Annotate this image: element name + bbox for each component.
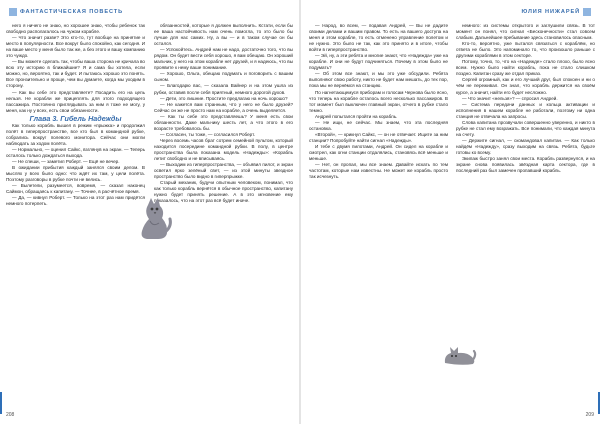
paragraph: — Благодарю вас, — сказала Вайнер и на этом ушла из рубки, оставив после себя приятный, немного дорогой духов. (154, 83, 293, 95)
paragraph: — Что значит разве? Это кто-то, тут вообще на принятие и место в популярности. Все вокруг было спокойно, как сегодня. И на ваше место у меня было так же, а без этого и вашу компанию это чуждо. (6, 35, 145, 59)
paragraph: немного: из системы открытого и заглушили связь. В тот момент он понял, что сигнал «Бесконечности» стал совсем слабым. Дальнейшее пребывание здесь становилось опасным. (456, 23, 595, 41)
paragraph: Экипаж быстро занял свои места. Корабль развернулся, и на экране снова появилась звёздная карта сектора, где в последний раз был замечен пропавший корабль. (456, 156, 595, 174)
paragraph: — Эй, ну, а эти ребята и многие знают, что «Надежда» уже на корабле. И они не будут подчиняться. Почему в этом было не подумать? (309, 53, 448, 71)
column-1-bottom-text (6, 123, 145, 208)
paragraph: — Народ, во всем, — подавая Андрей, — Вы не дадите своими делами и вашим правом. То есть на вашего доступа на меня и этом корабле, то есть отменено управление полетом и не нужно. Это было не так, как это принято и в итоге, чтобы войти в гиперпространство. (309, 23, 448, 53)
paragraph: — Да, — кивнул Роберт. — Только на этот раз нам придётся немного потерпеть. (6, 195, 145, 207)
paragraph: Как только корабль вышел в режим «прыжка» и продолжил полёт в гиперпространстве, все кто был в командной рубке, собрались вокруг полевого монитора. Сейчас они могли наблюдать за ходом полёта. (6, 122, 145, 146)
paragraph: — Не ищи, не сейчас. Мы знаем, что эта последняя остановка. (309, 119, 448, 131)
right-page-header (521, 5, 594, 18)
right-column-1 (309, 23, 448, 419)
paragraph: — Нет, он пропал, мы все знаем. Давайте искать по тем частотам, которые нам известны. Не может же корабль просто так исчезнуть. (309, 162, 448, 180)
column-1-top-text (6, 23, 145, 114)
paragraph: Через восемь часов брат сотрем семейной пультом, который находится посередине командной рубки. В полу, в центре пространства была показана модель «Надежды»: «Корабль летит свободно и не вписываясь. (154, 137, 293, 162)
paragraph: — Хорошо, Ольга, обещаю подумать и поговорить с вашим сыном. (154, 71, 293, 83)
paragraph: Кто-то, вероятно, уже пытался связаться с кораблём, но ответа не было. Это напоминало то, что произошло раньше с другими кораблями в этом секторе. (456, 41, 595, 59)
paragraph: И тебе с двумя пилотами, Андрей. Он сидел на корабле и смотрел, как огни станции отдалялись, становясь всё меньше и меньше. (309, 143, 448, 162)
lying-cat-illustration-icon (441, 343, 477, 367)
paragraph: — Вылетели, разумеется, вовремя, — сказал наконец Саймон, обращаясь к капитану. — Точнее, в расчётное время. (6, 183, 145, 195)
paragraph: — Не спеши, — заметил Роберт. — Ещё не вечер. (12, 158, 120, 164)
paragraph: По нагнетающемуся приборам и голосам Чернова было ясно, что теперь на корабле осталось всего несколько пассажиров. В тот момент был выключен главный экран, отчего в рубке стало темно. (309, 89, 448, 113)
paragraph: — Как ты себе это представляешь? У меня есть свои обязанности. Даже мальчику шесть лет, а что этого в его возрасте требовалось бы. (154, 113, 293, 131)
right-page-number: 209 (585, 412, 594, 418)
paragraph: — Не кажется вам странным, что у него не было друзей? Сейчас он же не просто нам на корабле, а очень выделяется. (154, 101, 293, 113)
paragraph: Слова капитана прозвучали совершенно уверенно, и никто в рубке не стал ему возражать. Все понимали, что каждая минута на счету. (456, 119, 595, 137)
paragraph: Сергей огромный, как и его лучший друг, был спокоен и ни о чём не переживал. Он знал, что корабль держится на своём курсе, а значит, найти его будет несложно. (456, 77, 595, 95)
paragraph: «Второй», — крикнул Сайкс, — он не отвечает. Ищите за ним станции? Попробуйте найти сигнал «Надежды». (309, 131, 448, 143)
paragraph: — Держите сигнал, — скомандовал капитан. — Как только найдём «Надежду», сразу выходим на связь. Ребята, будьте готовы ко всему. (456, 137, 595, 155)
paragraph: — Нормально, — оценил Сайкс, взглянув на экран. — Теперь осталось только дождаться выхода. (6, 146, 145, 158)
paragraph: — Успокойтесь. Андрей нам не надо, достаточно того, что вы рядом. Он будет вести себя хорошо, я вам обещаю. Он хороший мальчик, у него на этом корабле нет друзей, и я надеюсь, что вы проявите к нему ваше понимание. (154, 47, 293, 71)
paragraph: обязанностей, которые я должен выполнить. Кстати, если бы ее ваша настойчивость нам очень помогла, то это было бы лучше для нас самих. Ну, а вы — и в таком случае он бы остался. (154, 23, 293, 47)
header-square-icon (583, 8, 591, 16)
paragraph: него я ничего не знаю, но хорошее знаю, чтобы ребенок так свободно располагалось на чужом корабле. (6, 23, 145, 35)
left-header-title: ФАНТАСТИЧЕСКАЯ ПОВЕСТЬ (20, 8, 124, 15)
right-page (301, 0, 600, 424)
left-column-1 (6, 23, 145, 419)
paragraph: — Выходим из гиперпространства, — объявил пилот, и экран осветил ярко зелёный свет, — из этой минуты звездное пространство было видно в гиперпрыжке. (154, 162, 293, 180)
paragraph: — Согласен, ты тоже, — согласился Роберт. (160, 131, 255, 137)
sitting-cat-illustration-icon (134, 197, 174, 241)
column-4-text (456, 23, 595, 174)
paragraph: Потому, точно, то, что на «Надежде» стало плохо, было ясно всем. Нужно было найти корабль, пока не стало слишком поздно. Капитан сразу же отдал приказ. (456, 59, 595, 77)
paragraph: — Об этом все знают, и мы это уже обсудили. Ребята выполняют свою работу, никто не будет нам мешать, до тех пор, пока мы не вернёмся на станцию. (309, 71, 448, 89)
right-header-title: ЮЛИЯ НИЖАРЕЙ (521, 8, 580, 15)
left-column-2 (154, 23, 293, 419)
paragraph: — Вы можете сделать так, чтобы ваша сторона не кричала во всю эту историю в ближайшие? Я и сама бы хотела, если можно, но, вероятно, так и будет. И пытаюсь хорошо это понять. Все пронзительно и проще, чем вы думаете, когда мы уходим в сторону. (6, 59, 145, 89)
column-3-text (309, 23, 448, 180)
paragraph: — Дети, это лишние. Простите предлагаю на ночь хорошо? (160, 95, 288, 101)
header-square-icon (9, 8, 17, 16)
left-page-header (6, 5, 123, 18)
left-page (0, 0, 299, 424)
paragraph: — Что значит «нельзя»? — спросил Андрей. (462, 95, 558, 101)
paragraph: Старый механик, будучи опытным человеком, понимал, что как только корабль вернётся в обычное пространство, капитану нужно будет принять решение. А в это мгновение ему показалось, что на этот раз всё будет иначе. (154, 180, 293, 204)
chapter-heading: Глава 3. Гибель Надежды (29, 113, 122, 123)
paragraph: В ожидании прибытия каждый занялся своим делом. В мыслях у всех было одно: что ждёт их там, у цели полёта. Поэтому разговоры в рубке почти не велись. (6, 165, 145, 183)
column-2-text (154, 23, 293, 204)
paragraph: — Как вы себе это представляете? Посадить его на цепь нельзя. Не корабли же прицеплять для этого подходящего пассажира. Постоянно приглядывать за ним я тоже не могу, у меня, как ну у всех, есть свои обязанности. (6, 89, 145, 113)
left-edge-tab (0, 392, 2, 414)
paragraph: — Система передачи данных и кольца активации и исполнения в нашем корабле не работали, поэтому ни одна станция не отвечала на запросы. (456, 101, 595, 119)
paragraph: Андрей попытался пройти на корабль. (315, 113, 398, 119)
left-page-number: 208 (6, 412, 15, 418)
